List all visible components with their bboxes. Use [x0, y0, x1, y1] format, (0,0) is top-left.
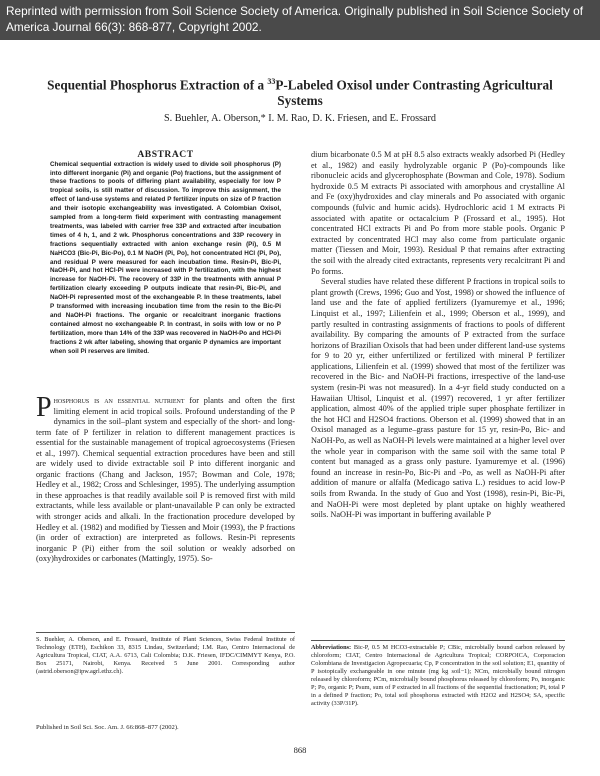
- intro-text: for plants and often the first limiting element in acid tropical soils. Profound understanding of the P dynamics in the soil–plant system and especially of the short- and long-term fate of P fertilizer in relation to different management practices is essential for the sustainable management of tropical agroecosystems (Friesen et al., 1997). Chemical sequential extraction procedures have been and still are widely used to divide extractable soil P into different inorganic and organic fractions (Chang and Jackson, 1957; Bowman and Cole, 1978; Hedley et al., 1982; Cross and Schlesinger, 1995). The underlying assumption in these approaches is that readily available soil P is removed first with mild extractants, while less available or plant-unavailable P can only be extracted with stronger acids and alkali. In the fractionation procedure developed by Hedley et al. (1982) and modified by Tiessen and Moir (1993), the P fractions (in order of extraction) are interpreted as follows. Resin-Pi represents inorganic P (Pi) either from the soil solution or weakly adsorbed on (oxy)hydroxides or carbonates (Mattingly, 1975). So-: [36, 396, 296, 564]
- publication-info: Published in Soil Sci. Soc. Am. J. 66:868–877 (2002).: [36, 724, 179, 731]
- article-title: [40, 74, 560, 109]
- right-paragraph-2: Several studies have related these different P fractions in tropical soils to plant growth (Crews, 1996; Guo and Yost, 1998) or showed the influence of land use and the fate of applied fertilizers (Iyamuremye et al., 1996; Linquist et al., 1997; Lilienfein et al., 1999; Oberson et al., 1999), and partly resulted in contrasting assignments of fractions to pools of different availability. By comparing the amounts of P extracted from the surface horizons of Brazilian Oxisols that had been under different land-use systems for 9 to 20 yr, either unfertilized or fertilized with mineral P fertilizer applications, Lilienfein et al. (1999) showed that most of the fertilizer was recovered in the Bic- and NaOH-Pi fractions, irrespective of the land-use system (resin-Pi was not measured). In a 4-yr field study conducted on a Hawaiian Ultisol, Linquist et al. (1997) recovered, 1 yr after fertilizer application, almost 40% of the applied triple super phosphate fertilizer in the hot HCl and H2SO4 fractions. Oberson et al. (1999) showed that in an Oxisol managed as a legume–grass pasture for 15 yr, resin-Po, Bic- and NaOH-Po, as well as NaOH-Pi levels were maintained at a higher level over the whole year in comparison with the same soil with the same total P content but managed as a grass only pasture. Iyamuremye et al. (1996) found an increase in resin-Po, Bic-Pi and -Po, as well as NaOH-Pi after addition of manure or alfalfa (Medicago sativa L.) residues to acid low-P soils from Rwanda. In the study of Guo and Yost (1998), resin-Pi, Bic-Pi, and NaOH-Pi were most depleted by plant uptake on highly weathered soils. NaOH-Pi was important in buffering available P: [311, 277, 565, 520]
- footnote-divider-right: [311, 640, 565, 641]
- title-isotope: 33: [267, 77, 276, 86]
- abstract-text: Chemical sequential extraction is widely used to divide soil phosphorus (P) into different inorganic (Pi) and organic (Po) fractions, but the assignment of these fractions to pools of differing plant availability, especially for low P tropical soils, is still matter of discussion. To improve this assignment, the effect of land-use systems and related P fertilizer inputs on size of P fraction and their isotopic exchangeability was investigated. A Colombian Oxisol, sampled from a long-term field experiment with contrasting management treatments, was labeled with carrier free 33P and extracted after incubation times of 4 h, 1, and 2 wk. Phosphorus concentrations and 33P recovery in fractions sequentially extracted with anion exchange resin (Pi), 0.5 M NaHCO3 (Bic-Pi, Bic-Po), 0.1 M NaOH (Pi, Po), hot concentrated HCl (Pi, Po), and residual P were measured for each incubation time. Resin-Pi, Bic-Pi, NaOH-Pi, and hot HCl-Pi were increased with P fertilization, with the highest increase for NaOH-Pi. The recovery of 33P in the treatments with annual P fertilization clearly exceeding P outputs indicate that resin-Pi, Bic-Pi, and NaOH-Pi represented most of the exchangeable P. In these treatments, label P transformed with increasing incubation time from the resin to the Bic-Pi and NaOH-Pi fractions. The organic or recalcitrant inorganic fractions contained almost no exchangeable P. In contrast, in soils with low or no P fertilization, more than 14% of the 33P was recovered in NaOH-Po and HCl-Pi fractions 2 wk after labeling, showing that organic P dynamics are important when soil Pi reserves are limited.: [50, 160, 281, 355]
- drop-cap: P: [36, 392, 52, 423]
- reprint-notice: Reprinted with permission from Soil Science Society of America. Originally published in Soil Science Society of America Journal 66(3): 868-877, Copyright 2002.: [6, 4, 583, 34]
- author-list: S. Buehler, A. Oberson,* I. M. Rao, D. K. Friesen, and E. Frossard: [163, 113, 437, 124]
- author-affiliation: S. Buehler, A. Oberson, and E. Frossard, Institute of Plant Sciences, Swiss Federal Institute of Technology (ETH), Eschikon 33, 8315 Lindau, Switzerland; I.M. Rao, Centro Internacional de Agricultura Tropical, CIAT, A.A. 6713, Cali Colombia; D.K. Friesen, IFDC/CIMMYT Kenya, P.O. Box 25171, Nairobi, Kenya. Received 5 June 2001. Corresponding author (astrid.oberson@ipw.agrl.ethz.ch).: [36, 636, 295, 675]
- page-number: 868: [293, 745, 307, 755]
- introduction-paragraph: [36, 392, 296, 565]
- right-paragraph-1: dium bicarbonate 0.5 M at pH 8.5 also extracts weakly adsorbed Pi (Hedley et al., 1982) and easily hydrolyzable organic P (Po)-compounds like ribonucleic acids and glycerophosphate (Bowman and Cole, 1978). Sodium hydroxide 0.5 M extracts Pi associated with amorphous and crystalline Al and Fe (oxy)hydroxides and clay minerals and Po associated with organic compounds (fulvic and humic acids). Hydrochloric acid 1 M extracts Pi associated with apatite or octacalcium P (Frossard et al., 1995). Hot concentrated HCl extracts Pi and Po from more stable pools. Organic P extracted by concentrated HCl may also come from particulate organic matter (Tiessen and Moir, 1993). Residual P that remains after extracting the soil with the already cited extractants, represents very recalcitrant Pi and Po forms.: [311, 150, 565, 276]
- abbreviations-text: Bic-P, 0.5 M HCO3-extractable P; CBic, microbially bound carbon released by chloroform; CIAT, Centro Internacional de Agricultura Tropical; CORPOICA, Corporacion Colombiana de Investigacion Agropecuaria; Cp, P concentration in the soil solution; E1, quantity of P isotopically exchangeable in one minute (mg kg soil−1); NCm, microbially bound nitrogen released by chloroform; PCm, microbially bound phosphorus released by chloroform; Po, inorganic P; Po, organic P; Psum, sum of P extracted in all fractions of the sequential fractionation; Pt, total P in a defined P fraction; Po, total soil phosphorus extracted with H2O2 and H2SO4; SA, specific activity (33P/31P).: [311, 644, 565, 707]
- abbreviations-label: Abbreviations:: [311, 644, 352, 651]
- abstract-heading: ABSTRACT: [137, 149, 194, 160]
- footnote-divider-left: [36, 632, 295, 633]
- reprint-banner: [0, 0, 600, 40]
- right-column: [311, 150, 565, 521]
- left-column: [36, 150, 295, 357]
- intro-lead-in: hosphorus is an essential nutrient: [53, 396, 185, 405]
- abbreviations-footnote: [311, 644, 565, 708]
- title-part-1: Sequential Phosphorus Extraction of a: [47, 77, 268, 93]
- title-part-2: P-Labeled Oxisol under Contrasting Agricultural Systems: [275, 77, 553, 109]
